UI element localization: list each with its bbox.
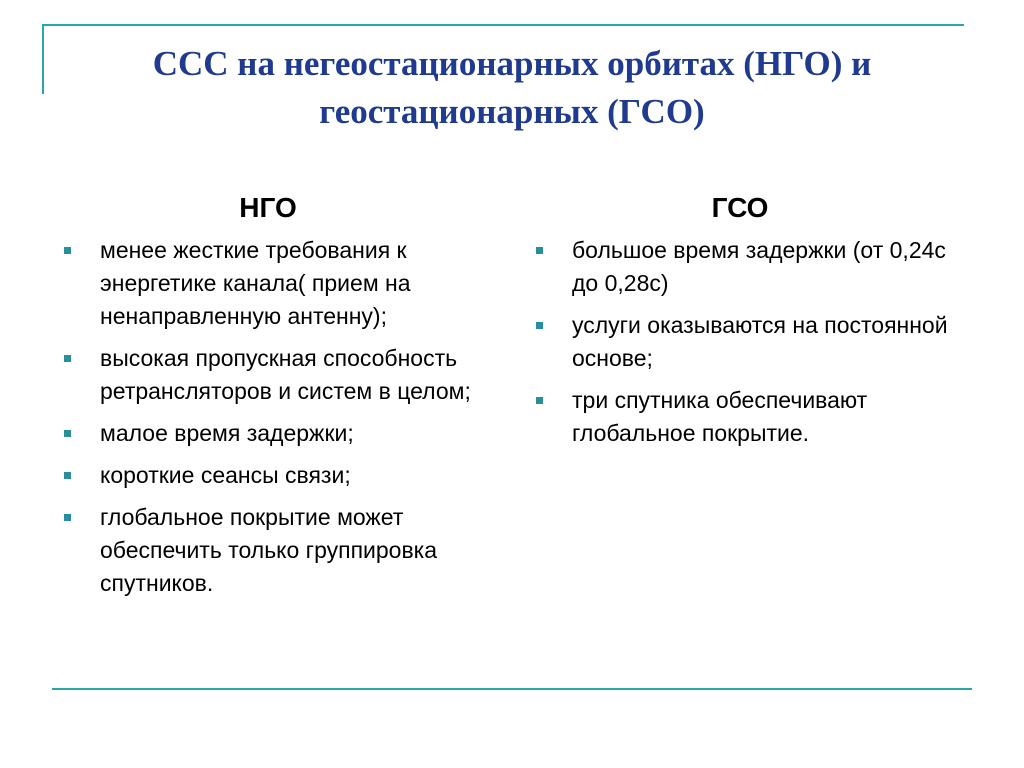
bullet-item <box>58 501 498 600</box>
bullet-text: короткие сеансы связи; <box>100 462 351 488</box>
column-heading-gso: ГСО <box>711 192 769 223</box>
top-accent-line <box>42 24 964 26</box>
bullet-list-gso <box>530 234 970 450</box>
bullet-item <box>58 234 498 333</box>
column-gso <box>530 188 970 459</box>
bullet-text: малое время задержки; <box>100 420 354 446</box>
bullet-list-ngo <box>58 234 498 600</box>
column-ngo <box>58 188 498 609</box>
bullet-text: услуги оказываются на постоянной основе; <box>572 312 948 371</box>
column-heading-ngo: НГО <box>239 192 297 223</box>
bullet-item <box>58 459 498 492</box>
square-bullet-icon <box>536 322 543 329</box>
bullet-item <box>58 342 498 408</box>
bullet-item <box>530 384 970 450</box>
square-bullet-icon <box>536 247 543 254</box>
square-bullet-icon <box>64 514 71 521</box>
square-bullet-icon <box>64 472 71 479</box>
bullet-item <box>530 234 970 300</box>
bullet-item <box>58 417 498 450</box>
square-bullet-icon <box>536 397 543 404</box>
bullet-text: три спутника обеспечивают глобальное покрытие. <box>572 387 868 446</box>
bullet-text: большое время задержки (от 0,24с до 0,28с) <box>572 237 946 296</box>
bullet-text: глобальное покрытие может обеспечить только группировка спутников. <box>100 504 438 596</box>
bottom-accent-line <box>52 688 972 690</box>
left-accent-line <box>42 24 44 94</box>
square-bullet-icon <box>64 430 71 437</box>
square-bullet-icon <box>64 355 71 362</box>
bullet-item <box>530 309 970 375</box>
square-bullet-icon <box>64 247 71 254</box>
slide-title: ССС на негеостационарных орбитах (НГО) и геостационарных (ГСО) <box>152 44 872 131</box>
bullet-text: высокая пропускная способность ретрансляторов и систем в целом; <box>100 345 471 404</box>
bullet-text: менее жесткие требования к энергетике канала( прием на ненаправленную антенну); <box>100 237 411 329</box>
